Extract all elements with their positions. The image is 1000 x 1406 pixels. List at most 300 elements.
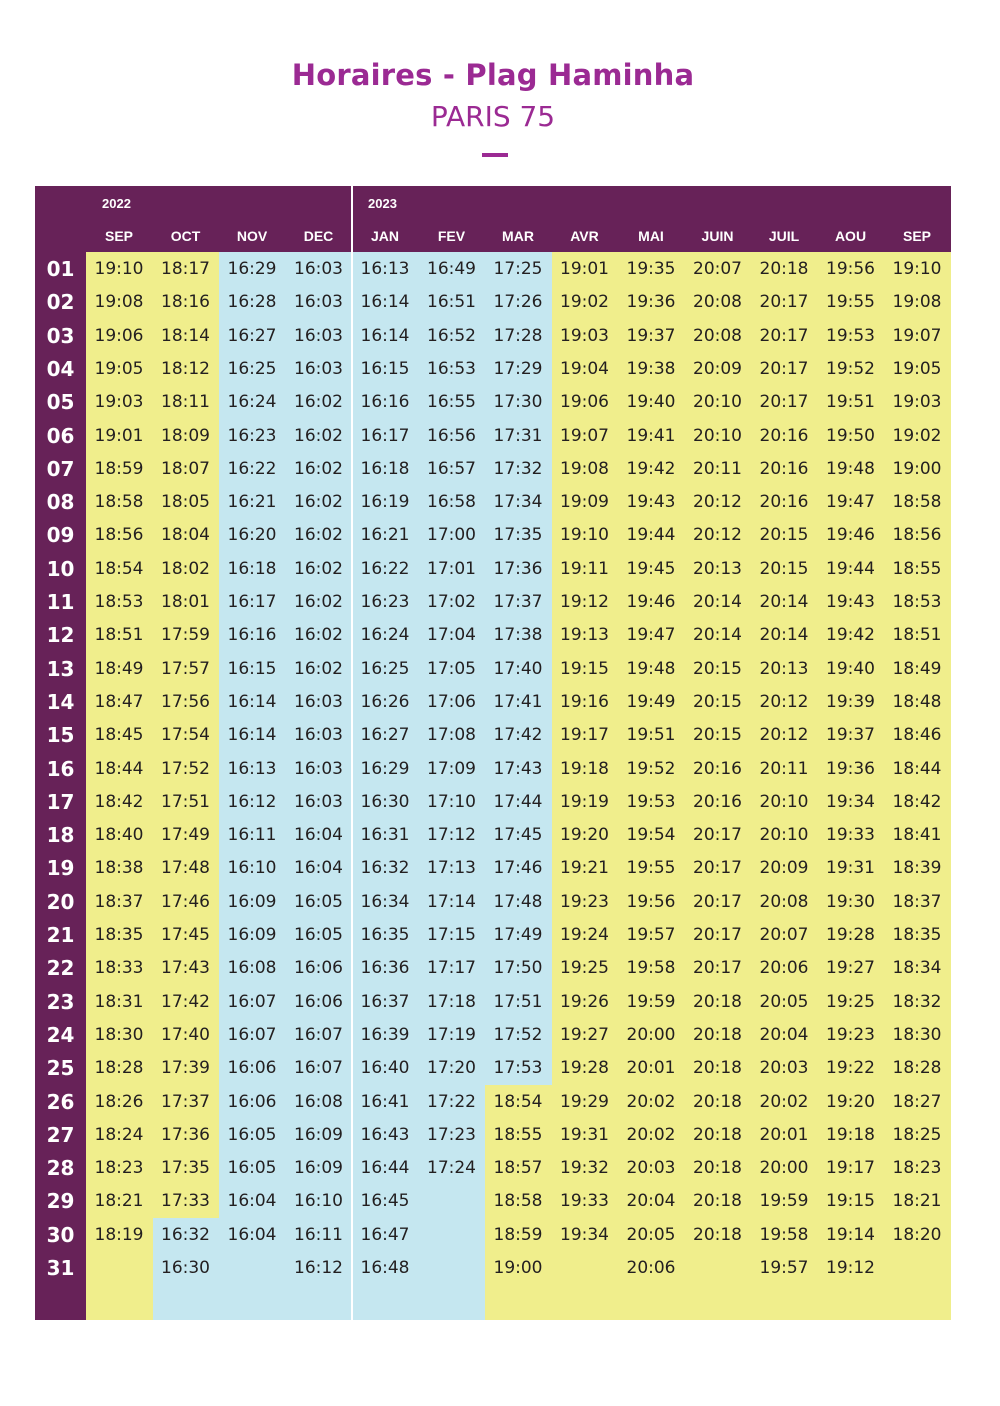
- time-cell: 19:25: [826, 991, 875, 1012]
- month-header: JUIL: [768, 228, 800, 244]
- time-cell: 18:27: [892, 1091, 942, 1112]
- time-cell: 16:17: [227, 592, 277, 612]
- time-cell: 19:05: [94, 358, 144, 379]
- time-cell: 19:15: [560, 658, 609, 679]
- time-cell: 20:09: [759, 858, 809, 879]
- time-cell: 19:37: [826, 725, 875, 746]
- time-cell: 19:42: [626, 458, 676, 479]
- time-cell: 20:02: [626, 1091, 676, 1112]
- time-cell: 16:28: [227, 292, 277, 313]
- time-cell: 17:59: [161, 625, 210, 646]
- time-cell: 19:34: [560, 1224, 609, 1245]
- time-cell: 19:36: [626, 292, 676, 313]
- time-cell: 17:49: [493, 925, 543, 945]
- time-cell: 17:28: [493, 325, 543, 346]
- time-cell: 16:12: [227, 791, 277, 812]
- time-cell: 20:15: [759, 558, 809, 579]
- time-cell: 20:18: [693, 1191, 742, 1212]
- time-cell: 16:04: [294, 858, 343, 879]
- time-cell: 16:48: [360, 1258, 410, 1278]
- time-cell: 18:49: [94, 658, 144, 679]
- time-cell: 20:10: [759, 791, 809, 812]
- time-cell: 16:49: [427, 259, 476, 279]
- time-cell: 17:45: [493, 825, 543, 846]
- time-cell: 19:42: [826, 625, 875, 646]
- time-cell: 16:13: [227, 758, 277, 779]
- time-cell: 20:06: [626, 1258, 676, 1278]
- time-cell: 18:35: [94, 925, 144, 945]
- time-cell: 19:23: [560, 891, 609, 912]
- time-cell: 19:57: [759, 1258, 809, 1278]
- time-cell: 16:02: [294, 458, 343, 479]
- time-cell: 17:31: [493, 425, 543, 446]
- time-cell: 16:12: [294, 1258, 343, 1278]
- time-cell: 19:28: [560, 1058, 609, 1079]
- time-cell: 16:47: [360, 1224, 410, 1245]
- time-cell: 19:26: [560, 991, 609, 1012]
- day-label: 05: [46, 390, 75, 415]
- time-cell: 16:29: [360, 758, 410, 779]
- time-cell: 16:27: [227, 325, 277, 346]
- time-cell: 20:14: [759, 592, 809, 612]
- time-cell: 17:48: [161, 858, 210, 879]
- time-cell: 20:18: [693, 991, 742, 1012]
- time-cell: 16:03: [294, 358, 343, 379]
- time-cell: 20:02: [626, 1124, 676, 1145]
- time-cell: 20:00: [759, 1158, 809, 1179]
- time-cell: 19:40: [626, 392, 676, 413]
- time-cell: 20:12: [693, 492, 742, 513]
- time-cell: 17:32: [493, 458, 543, 479]
- time-cell: 18:54: [493, 1091, 543, 1112]
- time-cell: 16:02: [294, 625, 343, 646]
- time-cell: 17:14: [427, 891, 476, 912]
- time-cell: 19:11: [560, 558, 609, 579]
- time-cell: 20:17: [759, 292, 809, 313]
- time-cell: 18:58: [892, 492, 942, 513]
- time-cell: 16:04: [227, 1191, 277, 1212]
- time-cell: 18:25: [892, 1124, 942, 1145]
- month-header: FEV: [437, 228, 466, 244]
- time-cell: 19:59: [626, 991, 676, 1012]
- time-cell: 16:16: [227, 625, 277, 646]
- time-cell: 16:05: [294, 891, 343, 912]
- time-cell: 17:57: [161, 658, 210, 679]
- time-cell: 16:09: [227, 925, 277, 945]
- time-cell: 18:53: [94, 592, 144, 612]
- time-cell: 17:30: [493, 392, 543, 413]
- year-label-2023: 2023: [368, 196, 397, 211]
- time-cell: 18:14: [161, 325, 210, 346]
- time-cell: 19:29: [560, 1091, 609, 1112]
- time-cell: 19:43: [826, 592, 875, 612]
- time-cell: 19:47: [626, 625, 676, 646]
- time-cell: 16:03: [294, 758, 343, 779]
- time-cell: 20:17: [759, 392, 809, 413]
- time-cell: 18:02: [161, 558, 210, 579]
- day-label: 26: [46, 1089, 75, 1114]
- time-cell: 20:04: [626, 1191, 676, 1212]
- time-cell: 20:16: [693, 758, 742, 779]
- time-cell: 18:35: [892, 925, 942, 945]
- time-cell: 20:14: [759, 625, 809, 646]
- time-cell: 18:23: [94, 1158, 144, 1179]
- time-cell: 16:24: [227, 392, 277, 413]
- time-cell: 20:07: [693, 259, 742, 279]
- time-cell: 16:15: [360, 358, 410, 379]
- time-cell: 16:30: [360, 791, 410, 812]
- time-cell: 16:16: [360, 392, 410, 413]
- time-cell: 19:39: [826, 691, 875, 712]
- time-cell: 19:37: [626, 325, 676, 346]
- time-cell: 19:55: [626, 858, 676, 879]
- time-cell: 20:12: [693, 525, 742, 546]
- time-cell: 18:31: [94, 991, 144, 1012]
- time-cell: 19:17: [560, 725, 609, 746]
- time-cell: 18:19: [94, 1224, 144, 1245]
- time-cell: 16:03: [294, 691, 343, 712]
- year-separator: [351, 186, 353, 1320]
- day-label: 09: [46, 523, 75, 548]
- time-cell: 19:41: [626, 425, 676, 446]
- time-cell: 17:26: [493, 292, 543, 313]
- time-cell: 16:14: [227, 725, 277, 746]
- time-cell: 20:13: [759, 658, 809, 679]
- time-cell: 19:44: [826, 558, 875, 579]
- time-cell: 16:05: [227, 1124, 277, 1145]
- time-cell: 16:08: [227, 958, 277, 979]
- time-cell: 20:15: [693, 725, 742, 746]
- time-cell: 20:18: [693, 1224, 742, 1245]
- time-cell: 19:06: [94, 325, 144, 346]
- time-cell: 17:43: [161, 958, 210, 979]
- time-cell: 19:01: [560, 259, 609, 279]
- time-cell: 20:16: [759, 492, 809, 513]
- time-cell: 19:30: [826, 891, 875, 912]
- time-cell: 19:07: [892, 325, 942, 346]
- time-cell: 19:36: [826, 758, 875, 779]
- schedule-table: [35, 186, 951, 1320]
- time-cell: 17:25: [493, 259, 543, 279]
- time-cell: 18:45: [94, 725, 144, 746]
- time-cell: 20:08: [759, 891, 809, 912]
- time-cell: 16:27: [360, 725, 410, 746]
- time-cell: 19:35: [626, 259, 676, 279]
- time-cell: 19:49: [626, 691, 676, 712]
- time-cell: 16:14: [227, 691, 277, 712]
- time-cell: 18:51: [892, 625, 942, 646]
- time-cell: 19:55: [826, 292, 875, 313]
- time-cell: 19:03: [94, 392, 144, 413]
- time-cell: 19:10: [560, 525, 609, 546]
- time-cell: 20:04: [759, 1024, 809, 1045]
- time-cell: 19:27: [826, 958, 875, 979]
- time-cell: 20:17: [693, 825, 742, 846]
- time-cell: 18:21: [94, 1191, 144, 1212]
- time-cell: 16:30: [161, 1258, 210, 1278]
- time-cell: 16:09: [294, 1124, 343, 1145]
- time-cell: 17:18: [427, 991, 476, 1012]
- time-cell: 17:34: [493, 492, 543, 513]
- time-cell: 16:03: [294, 725, 343, 746]
- month-header: DEC: [303, 228, 334, 244]
- time-cell: 17:29: [493, 358, 543, 379]
- time-cell: 19:46: [626, 592, 676, 612]
- time-cell: 17:02: [427, 592, 476, 612]
- time-cell: 18:12: [161, 358, 210, 379]
- day-label: 01: [46, 257, 75, 281]
- day-label: 25: [46, 1056, 75, 1081]
- time-cell: 17:40: [493, 658, 543, 679]
- time-cell: 20:17: [693, 958, 742, 979]
- time-cell: 19:10: [892, 259, 942, 279]
- time-cell: 20:07: [759, 925, 809, 945]
- time-cell: 18:44: [94, 758, 144, 779]
- time-cell: 16:04: [227, 1224, 277, 1245]
- time-cell: 17:24: [427, 1158, 476, 1179]
- time-cell: 19:51: [626, 725, 676, 746]
- time-cell: 19:02: [892, 425, 942, 446]
- time-cell: 20:14: [693, 592, 742, 612]
- time-cell: 19:14: [826, 1224, 875, 1245]
- day-label: 30: [46, 1222, 75, 1247]
- day-label: 06: [46, 423, 75, 448]
- time-cell: 19:50: [826, 425, 875, 446]
- time-cell: 20:17: [759, 358, 809, 379]
- time-cell: 20:08: [693, 292, 742, 313]
- time-cell: 20:16: [759, 458, 809, 479]
- time-cell: 18:05: [161, 492, 210, 513]
- time-cell: 16:25: [227, 358, 277, 379]
- time-cell: 20:11: [759, 758, 809, 779]
- day-label: 03: [46, 323, 75, 348]
- time-cell: 16:07: [294, 1058, 343, 1079]
- time-cell: 17:00: [427, 525, 476, 546]
- time-cell: 16:05: [294, 925, 343, 945]
- time-cell: 17:52: [161, 758, 210, 779]
- time-cell: 17:37: [493, 592, 543, 612]
- time-cell: 18:59: [493, 1224, 543, 1245]
- time-cell: 20:13: [693, 558, 742, 579]
- time-cell: 19:08: [892, 292, 942, 313]
- page-title: Horaires - Plag Haminha: [291, 58, 695, 92]
- time-cell: 17:20: [427, 1058, 476, 1079]
- time-cell: 18:09: [161, 425, 210, 446]
- month-header: AOU: [834, 228, 867, 244]
- time-cell: 20:15: [693, 658, 742, 679]
- time-cell: 19:58: [626, 958, 676, 979]
- time-cell: 16:02: [294, 492, 343, 513]
- time-cell: 18:38: [94, 858, 144, 879]
- time-cell: 19:07: [560, 425, 609, 446]
- time-cell: 20:05: [626, 1224, 676, 1245]
- time-cell: 20:08: [693, 325, 742, 346]
- time-cell: 16:32: [161, 1224, 210, 1245]
- month-header: NOV: [236, 228, 268, 244]
- time-cell: 17:35: [161, 1158, 210, 1179]
- time-cell: 19:38: [626, 358, 676, 379]
- time-cell: 17:43: [493, 758, 543, 779]
- page-subtitle: PARIS 75: [430, 100, 556, 133]
- time-cell: 18:51: [94, 625, 144, 646]
- time-cell: 19:06: [560, 392, 609, 413]
- time-cell: 20:01: [759, 1124, 809, 1145]
- time-cell: 19:18: [560, 758, 609, 779]
- time-cell: 16:09: [294, 1158, 343, 1179]
- time-cell: 17:33: [161, 1191, 210, 1212]
- time-cell: 19:04: [560, 358, 609, 379]
- time-cell: 17:45: [161, 925, 210, 945]
- time-cell: 19:47: [826, 492, 875, 513]
- time-cell: 16:11: [227, 825, 277, 846]
- time-cell: 16:02: [294, 392, 343, 413]
- day-label: 13: [46, 656, 75, 681]
- time-cell: 19:43: [626, 492, 676, 513]
- time-cell: 17:13: [427, 858, 476, 879]
- time-cell: 19:58: [759, 1224, 809, 1245]
- time-cell: 17:39: [161, 1058, 210, 1079]
- time-cell: 16:03: [294, 325, 343, 346]
- day-label: 07: [46, 456, 75, 481]
- title-divider: [482, 153, 508, 157]
- time-cell: 20:18: [693, 1124, 742, 1145]
- time-cell: 19:52: [626, 758, 676, 779]
- time-cell: 18:01: [161, 592, 210, 612]
- time-cell: 16:22: [360, 558, 410, 579]
- time-cell: 18:55: [493, 1124, 543, 1145]
- time-cell: 18:58: [493, 1191, 543, 1212]
- time-cell: 16:35: [360, 925, 410, 945]
- time-cell: 19:57: [626, 925, 676, 945]
- time-cell: 20:14: [693, 625, 742, 646]
- time-cell: 16:19: [360, 492, 410, 513]
- time-cell: 18:47: [94, 691, 144, 712]
- time-cell: 20:17: [693, 925, 742, 945]
- time-cell: 18:48: [892, 691, 942, 712]
- time-cell: 19:03: [560, 325, 609, 346]
- time-cell: 18:34: [892, 958, 942, 979]
- time-cell: 19:28: [826, 925, 875, 945]
- time-cell: 20:15: [693, 691, 742, 712]
- day-label: 14: [46, 689, 75, 714]
- time-cell: 18:23: [892, 1158, 942, 1179]
- day-label: 28: [46, 1156, 75, 1181]
- time-cell: 17:41: [493, 691, 543, 712]
- time-cell: 16:37: [360, 991, 410, 1012]
- time-cell: 19:17: [826, 1158, 875, 1179]
- time-cell: 19:20: [560, 825, 609, 846]
- time-cell: 17:40: [161, 1024, 210, 1045]
- time-cell: 18:30: [94, 1024, 144, 1045]
- day-label: 24: [46, 1022, 75, 1047]
- time-cell: 18:56: [94, 525, 144, 546]
- month-header: MAI: [638, 228, 664, 244]
- time-cell: 17:51: [161, 791, 210, 812]
- time-cell: 16:06: [227, 1091, 277, 1112]
- time-cell: 17:46: [493, 858, 543, 879]
- time-cell: 19:24: [560, 925, 609, 945]
- time-cell: 19:15: [826, 1191, 875, 1212]
- time-cell: 17:49: [161, 825, 210, 846]
- time-cell: 16:20: [227, 525, 277, 546]
- time-cell: 20:16: [693, 791, 742, 812]
- time-cell: 20:17: [693, 891, 742, 912]
- time-cell: 19:08: [560, 458, 609, 479]
- time-cell: 16:58: [427, 492, 476, 513]
- time-cell: 17:01: [427, 558, 476, 579]
- time-cell: 16:03: [294, 292, 343, 313]
- time-cell: 16:10: [294, 1191, 343, 1212]
- time-cell: 17:10: [427, 791, 476, 812]
- day-label: 10: [46, 556, 75, 581]
- time-cell: 17:48: [493, 891, 543, 912]
- time-cell: 16:52: [427, 325, 476, 346]
- time-cell: 19:00: [493, 1258, 543, 1278]
- day-label: 31: [46, 1256, 75, 1280]
- time-cell: 18:39: [892, 858, 942, 879]
- time-cell: 19:32: [560, 1158, 609, 1179]
- time-cell: 19:08: [94, 292, 144, 313]
- time-cell: 16:40: [360, 1058, 410, 1079]
- time-cell: 19:01: [94, 425, 144, 446]
- time-cell: 18:17: [161, 259, 210, 279]
- month-header: SEP: [104, 228, 133, 244]
- time-cell: 18:49: [892, 658, 942, 679]
- time-cell: 17:56: [161, 691, 210, 712]
- time-cell: 19:31: [560, 1124, 609, 1145]
- time-cell: 17:15: [427, 925, 476, 945]
- time-cell: 17:42: [493, 725, 543, 746]
- time-cell: 16:13: [360, 259, 410, 279]
- time-cell: 17:08: [427, 725, 476, 746]
- time-cell: 18:28: [94, 1058, 144, 1079]
- time-cell: 17:12: [427, 825, 476, 846]
- time-cell: 20:02: [759, 1091, 809, 1112]
- month-header: MAR: [502, 228, 534, 244]
- time-cell: 19:03: [892, 392, 942, 413]
- day-label: 22: [46, 956, 75, 981]
- time-cell: 18:44: [892, 758, 942, 779]
- time-cell: 16:02: [294, 592, 343, 612]
- time-cell: 18:24: [94, 1124, 144, 1145]
- time-cell: 16:11: [294, 1224, 343, 1245]
- time-cell: 16:21: [227, 492, 277, 513]
- month-header: SEP: [902, 228, 931, 244]
- time-cell: 17:23: [427, 1124, 476, 1145]
- day-label: 16: [46, 756, 75, 781]
- time-cell: 17:52: [493, 1024, 543, 1045]
- month-header: AVR: [570, 228, 599, 244]
- time-cell: 19:48: [826, 458, 875, 479]
- day-label: 23: [46, 989, 75, 1014]
- time-cell: 20:17: [759, 325, 809, 346]
- time-cell: 16:57: [427, 458, 476, 479]
- time-cell: 17:38: [493, 625, 543, 646]
- time-cell: 17:53: [493, 1058, 543, 1079]
- day-label: 21: [46, 923, 75, 947]
- time-cell: 20:10: [693, 425, 742, 446]
- time-cell: 20:05: [759, 991, 809, 1012]
- time-cell: 16:21: [360, 525, 410, 546]
- time-cell: 19:22: [826, 1058, 875, 1079]
- time-cell: 19:34: [826, 791, 875, 812]
- time-cell: 16:55: [427, 392, 476, 413]
- time-cell: 19:40: [826, 658, 875, 679]
- time-cell: 20:18: [693, 1091, 742, 1112]
- month-header: OCT: [170, 228, 201, 244]
- time-cell: 20:16: [759, 425, 809, 446]
- time-cell: 17:17: [427, 958, 476, 979]
